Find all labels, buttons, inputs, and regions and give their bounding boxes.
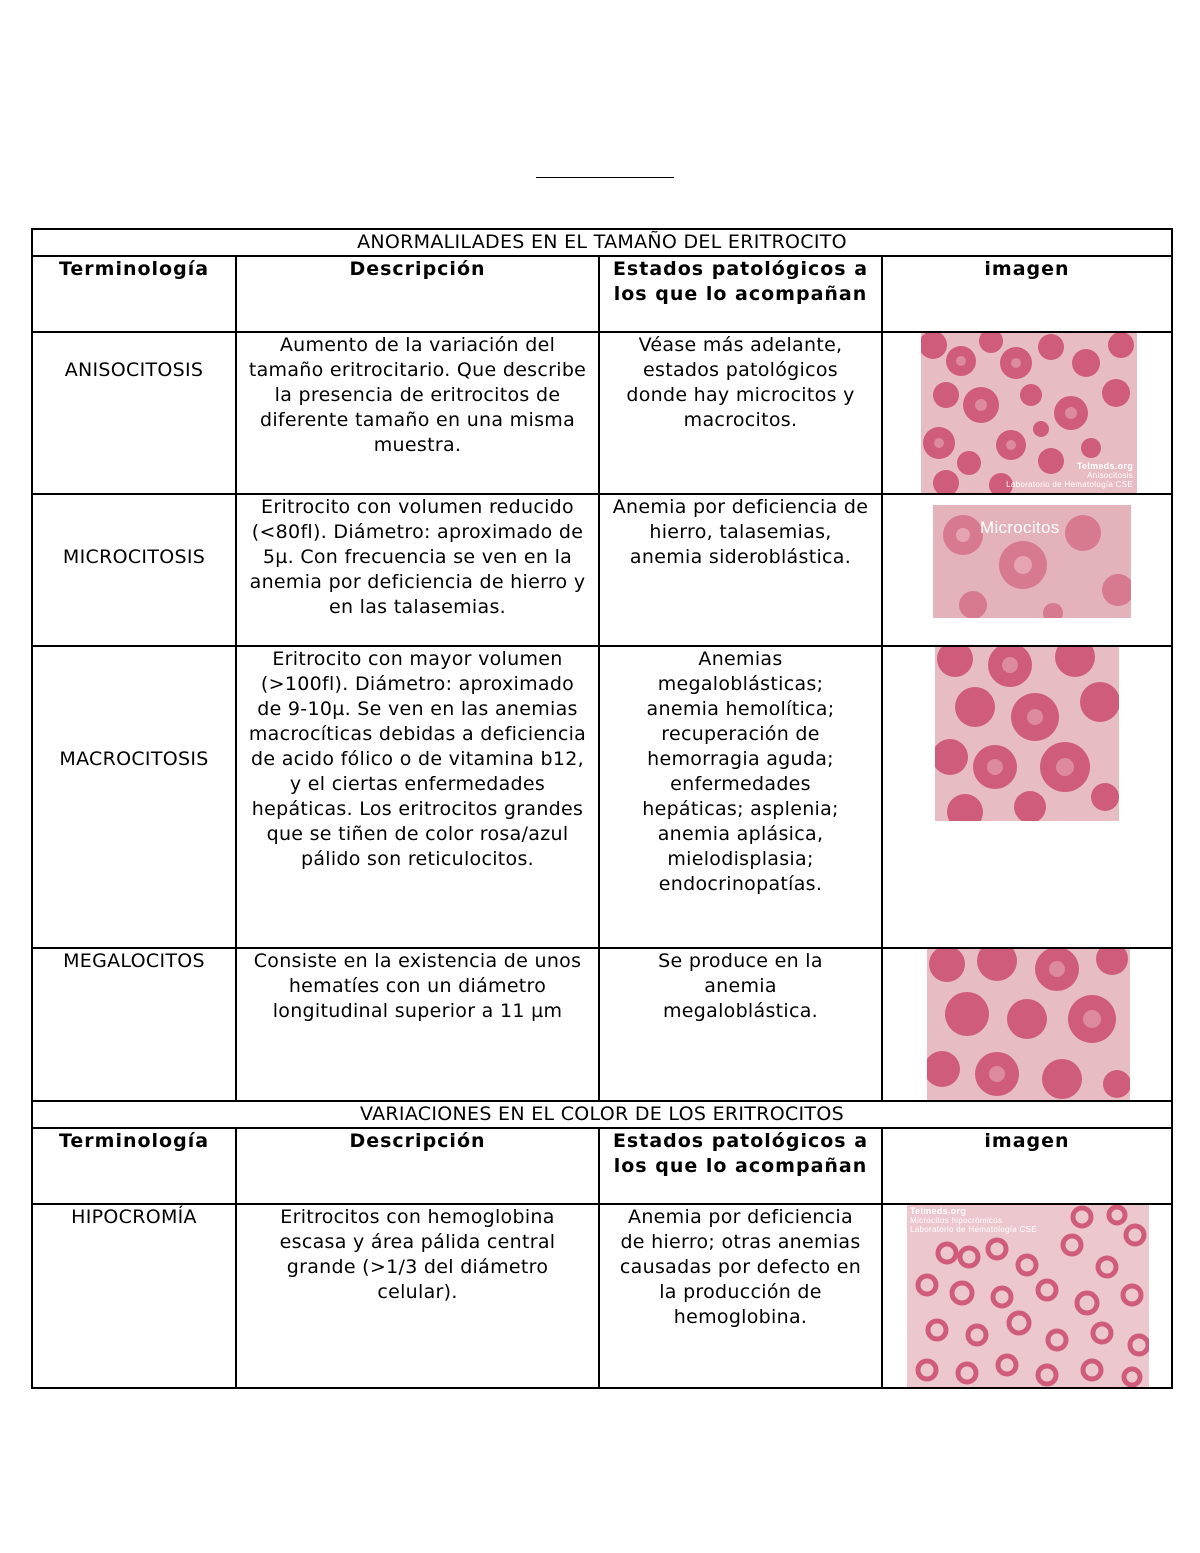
term-microcitosis: MICROCITOSIS [62, 546, 206, 568]
header-rule [536, 177, 674, 178]
header-row [32, 256, 1172, 332]
term-macrocitosis: MACROCITOSIS [59, 748, 209, 770]
term-hipocromia: HIPOCROMÍA [71, 1206, 197, 1228]
macrocytosis-micrograph [935, 647, 1119, 821]
states-cell: Véase más adelante, estados patológicos donde hay microcitos y macrocitos. [599, 332, 882, 494]
term-anisocitosis: ANISOCITOSIS [64, 359, 204, 381]
image-cell [882, 494, 1172, 646]
image-cell [882, 1204, 1172, 1388]
section-title-row [32, 1101, 1172, 1128]
table-row [32, 494, 1172, 646]
table-row [32, 332, 1172, 494]
term-megalocitos: MEGALOCITOS [63, 950, 205, 972]
microcytes-label: Microcitos [980, 518, 1060, 537]
megalocytes-svg [927, 949, 1130, 1100]
watermark-title: Anisocitosis [1087, 471, 1133, 480]
header-description: Descripción [236, 256, 599, 332]
description-cell: Eritrocito con volumen reducido (<80fl). Diámetro: aproximado de 5µ. Con frecuencia se ven en la anemia por deficiencia de hierro y en las talasemias. [236, 494, 599, 646]
header-image: imagen [882, 256, 1172, 332]
description-cell: Aumento de la variación del tamaño eritrocitario. Que describe la presencia de eritrocitos de diferente tamaño en una misma muestra. [236, 332, 599, 494]
watermark-site: Telmeds.org [910, 1206, 967, 1216]
header-terminology: Terminología [32, 1128, 236, 1204]
section-title-color: VARIACIONES EN EL COLOR DE LOS ERITROCITOS [32, 1101, 1172, 1128]
header-states: Estados patológicos a los que lo acompañan [599, 256, 882, 332]
macrocytosis-svg [935, 647, 1119, 821]
microcytosis-micrograph [933, 505, 1131, 618]
image-cell [882, 332, 1172, 494]
image-cell [882, 646, 1172, 948]
header-description: Descripción [236, 1128, 599, 1204]
megalocytes-micrograph [927, 949, 1130, 1100]
states-cell: Anemia por deficiencia de hierro, talasemias, anemia sideroblástica. [599, 494, 882, 646]
watermark-lab: Laboratorio de Hematología CSE [910, 1225, 1037, 1234]
watermark-title: Microcitos hipocrómicos [910, 1216, 1003, 1225]
description-cell: Consiste en la existencia de unos hematíes con un diámetro longitudinal superior a 11 µm [236, 948, 599, 1101]
anisocytosis-watermark [1006, 462, 1133, 489]
header-terminology: Terminología [32, 256, 236, 332]
term-cell [32, 646, 236, 948]
hypochromia-watermark [910, 1207, 1037, 1234]
table-row [32, 948, 1172, 1101]
header-row [32, 1128, 1172, 1204]
image-cell [882, 948, 1172, 1101]
states-cell: Anemia por deficiencia de hierro; otras anemias causadas por defecto en la producción de hemoglobina. [599, 1204, 882, 1388]
anisocytosis-micrograph [921, 333, 1137, 493]
term-cell [32, 494, 236, 646]
table-row [32, 1204, 1172, 1388]
header-states: Estados patológicos a los que lo acompañan [599, 1128, 882, 1204]
watermark-lab: Laboratorio de Hematología CSE [1006, 480, 1133, 489]
term-cell [32, 332, 236, 494]
erythrocyte-table [31, 228, 1173, 1389]
states-cell: Se produce en la anemia megaloblástica. [599, 948, 882, 1101]
term-cell [32, 1204, 236, 1388]
description-cell: Eritrocitos con hemoglobina escasa y área pálida central grande (>1/3 del diámetro celular). [236, 1204, 599, 1388]
section-title-row [32, 229, 1172, 256]
description-cell: Eritrocito con mayor volumen (>100fl). Diámetro: aproximado de 9-10µ. Se ven en las anemias macrocíticas debidas a deficiencia de acido fólico o de vitamina b12, y el ciertas enfermedades hepáticas. Los eritrocitos grandes que se tiñen de color rosa/azul pálido son reticulocitos. [236, 646, 599, 948]
watermark-site: Telmeds.org [1076, 461, 1133, 471]
term-cell [32, 948, 236, 1101]
header-image: imagen [882, 1128, 1172, 1204]
states-cell: Anemias megaloblásticas; anemia hemolítica; recuperación de hemorragia aguda; enfermedades hepáticas; asplenia; anemia aplásica, mielodisplasia; endocrinopatías. [599, 646, 882, 948]
table-row [32, 646, 1172, 948]
section-title-size: ANORMALILADES EN EL TAMAÑO DEL ERITROCITO [32, 229, 1172, 256]
hypochromia-micrograph [907, 1205, 1149, 1387]
